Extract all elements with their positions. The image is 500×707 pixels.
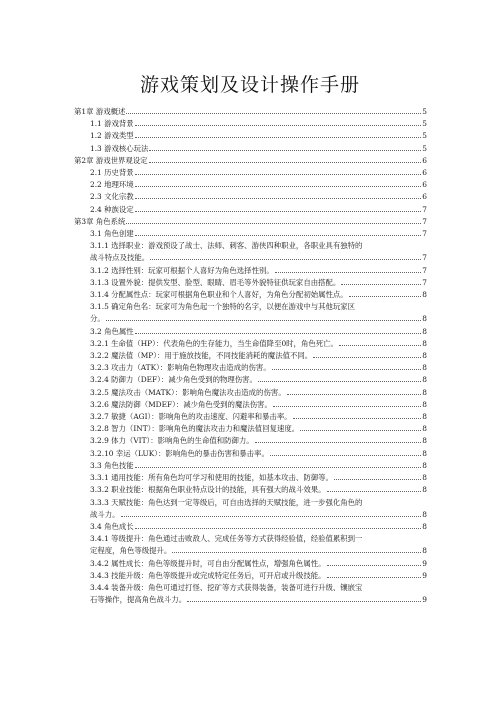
toc-page-number: 5 [422,143,427,153]
toc-page-number: 7 [422,229,427,239]
dot-leader [187,601,421,602]
dot-leader [270,455,421,456]
toc-entry[interactable] [74,350,427,362]
dot-leader [126,223,421,224]
toc-entry[interactable] [74,216,427,228]
toc-entry-text: 1.1 游戏背景 [90,119,134,129]
toc-entry[interactable] [74,118,427,130]
toc-entry-text-first-line: 3.3.3 天赋技能：角色达到一定等级后，可自由选择的天赋技能，进一步强化角色的 [90,497,363,507]
toc-entry[interactable] [74,106,427,118]
toc-page-number: 8 [422,338,427,348]
toc-entry[interactable] [74,472,427,484]
toc-entry[interactable] [74,533,427,557]
dot-leader [135,211,422,212]
dot-leader [135,137,422,138]
toc-entry-text: 2.3 文化宗教 [90,192,134,202]
toc-page-number: 8 [422,412,427,422]
toc-entry[interactable] [74,497,427,521]
toc-entry[interactable] [74,289,427,301]
toc-entry[interactable] [74,130,427,142]
dot-leader [300,430,421,431]
toc-page-number: 8 [422,509,427,519]
toc-page-number: 7 [422,265,427,275]
dot-leader [172,552,421,553]
toc-page-number: 5 [422,119,427,129]
toc-entry-text: 第2章 游戏世界观设定 [74,155,148,165]
dot-leader [273,406,421,407]
toc-entry-text: 3.2.6 魔法防御（MDEF）：减少角色受到的魔法伤害。 [90,399,272,409]
toc-entry-text: 1.3 游戏核心玩法 [90,143,149,153]
toc-entry[interactable] [74,228,427,240]
toc-entry-text: 2.2 地理环境 [90,180,134,190]
toc-entry-text-first-line: 3.1.1 选择职业：游戏预设了战士、法师、刺客、游侠四种职业，各职业具有独特的 [90,241,363,251]
toc-entry-text: 第1章 游戏概述 [74,107,126,116]
dot-leader [255,442,422,443]
dot-leader [135,467,422,468]
toc-entry-text: 定程度，角色等级提升。 [90,546,172,556]
toc-entry-text: 3.1.4 分配属性点：玩家可根据角色职业和个人喜好，为角色分配初始属性点。 [90,290,348,300]
dot-leader [135,125,422,126]
toc-page-number: 8 [422,460,427,470]
toc-page-number: 5 [422,107,427,116]
dot-leader [293,418,422,419]
toc-entry[interactable] [74,582,427,606]
toc-page-number: 9 [422,558,427,568]
table-of-contents [74,106,427,606]
toc-entry-text: 2.1 历史背景 [90,168,134,178]
toc-entry[interactable] [74,191,427,203]
toc-entry-text: 3.1 角色创建 [90,229,134,239]
dot-leader [327,565,422,566]
toc-entry-text: 第3章 角色系统 [74,216,126,226]
toc-entry[interactable] [74,277,427,289]
toc-entry-text: 3.4.2 属性成长：角色等级提升时，可自由分配属性点，增强角色属性。 [90,558,326,568]
toc-entry-text: 3.4.3 技能升级：角色等级提升或完成特定任务后，可开启或升级技能。 [90,570,326,580]
toc-entry[interactable] [74,143,427,155]
toc-entry-text-first-line: 3.4.4 装备升级：角色可通过打怪、挖矿等方式获得装备，装备可进行升级、镶嵌宝 [90,582,363,592]
toc-page-number: 7 [422,204,427,214]
toc-entry[interactable] [74,362,427,374]
toc-entry[interactable] [74,399,427,411]
toc-entry[interactable] [74,301,427,325]
dot-leader [126,113,421,114]
dot-leader [313,357,421,358]
dot-leader [135,198,422,199]
toc-entry-text: 3.2.4 防御力（DEF）：减少角色受到的物理伤害。 [90,375,257,385]
toc-entry-text: 石等操作，提高角色战斗力。 [90,595,187,605]
toc-page-number: 6 [422,180,427,190]
toc-entry-text: 3.2 角色属性 [90,326,134,336]
toc-entry-text: 3.4 角色成长 [90,521,134,531]
toc-page-number: 8 [422,448,427,458]
toc-entry-text: 3.1.2 选择性别：玩家可根据个人喜好为角色选择性别。 [90,265,274,275]
dot-leader [341,284,421,285]
dot-leader [135,528,422,529]
dot-leader [135,186,422,187]
toc-entry-text: 3.2.10 幸运（LUK）：影响角色的暴击伤害和暴击率。 [90,448,269,458]
toc-page-number: 5 [422,131,427,141]
toc-page-number: 6 [422,192,427,202]
dot-leader [334,479,421,480]
toc-page-number: 7 [422,216,427,226]
toc-entry-text: 3.2.9 体力（VIT）：影响角色的生命值和防御力。 [90,436,254,446]
toc-entry-text: 1.2 游戏类型 [90,131,134,141]
toc-entry[interactable] [74,423,427,435]
dot-leader [258,381,421,382]
toc-page-number: 8 [422,485,427,495]
toc-page-number: 7 [422,253,427,263]
toc-entry-text: 战斗特点及技能。 [90,253,150,263]
toc-page-number: 8 [422,436,427,446]
toc-entry-text: 分。 [90,314,105,324]
toc-entry[interactable] [74,179,427,191]
toc-page-number: 9 [422,570,427,580]
toc-entry-text: 3.2.5 魔法攻击（MATK）：影响角色魔法攻击造成的伤害。 [90,387,286,397]
toc-entry[interactable] [74,435,427,447]
toc-page-number: 8 [422,424,427,434]
toc-entry[interactable] [74,167,427,179]
dot-leader [149,150,421,151]
dot-leader [349,296,422,297]
toc-entry[interactable] [74,265,427,277]
toc-entry-text: 3.1.3 设置外貌：提供发型、脸型、眼睛、眉毛等外貌特征供玩家自由搭配。 [90,277,341,287]
toc-entry[interactable] [74,411,427,423]
toc-entry-text: 3.3.2 职业技能：根据角色职业特点设计的技能，具有强大的战斗效果。 [90,485,326,495]
toc-page-number: 8 [422,387,427,397]
toc-page-number: 8 [422,314,427,324]
toc-entry-text-first-line: 3.1.5 确定角色名：玩家可为角色起一个独特的名字，以便在游戏中与其他玩家区 [90,302,356,312]
toc-page-number: 8 [422,363,427,373]
dot-leader [135,174,422,175]
toc-entry[interactable] [74,326,427,338]
toc-page-number: 8 [422,351,427,361]
toc-page-number: 9 [422,595,427,605]
toc-page-number: 6 [422,155,427,165]
toc-entry-text: 3.2.7 敏捷（AGI）：影响角色的攻击速度、闪避率和暴击率。 [90,412,292,422]
toc-entry[interactable] [74,338,427,350]
toc-page-number: 7 [422,277,427,287]
toc-entry-text: 3.3 角色技能 [90,460,134,470]
toc-entry-text: 3.2.1 生命值（HP）：代表角色的生存能力，当生命值降至0时，角色死亡。 [90,338,338,348]
toc-page-number: 8 [422,375,427,385]
toc-page-number: 8 [422,546,427,556]
toc-entry[interactable] [74,521,427,533]
toc-entry[interactable] [74,374,427,386]
toc-entry[interactable] [74,155,427,167]
toc-entry-text: 2.4 种族设定 [90,204,134,214]
dot-leader [339,345,421,346]
toc-entry[interactable] [74,387,427,399]
toc-page-number: 8 [422,473,427,483]
toc-entry[interactable] [74,558,427,570]
dot-leader [121,516,422,517]
toc-entry-text: 3.2.8 智力（INT）：影响角色的魔法攻击力和魔法值回复速度。 [90,424,300,434]
toc-entry[interactable] [74,484,427,496]
dot-leader [327,577,422,578]
dot-leader [149,162,422,163]
dot-leader [135,235,422,236]
toc-page-number: 8 [422,290,427,300]
toc-entry-text: 3.2.3 攻击力（ATK）：影响角色物理攻击造成的伤害。 [90,363,271,373]
dot-leader [275,272,422,273]
toc-page-number: 8 [422,399,427,409]
document-title: 游戏策划及设计操作手册 [139,74,360,96]
toc-entry-text-first-line: 3.4.1 等级提升：角色通过击败敌人、完成任务等方式获得经验值，经验值累积到一 [90,534,363,544]
toc-entry[interactable] [74,240,427,264]
dot-leader [106,320,422,321]
toc-page-number: 6 [422,168,427,178]
dot-leader [135,333,422,334]
dot-leader [272,369,422,370]
toc-entry-text: 战斗力。 [90,509,120,519]
dot-leader [150,259,421,260]
toc-entry[interactable] [74,448,427,460]
toc-entry[interactable] [74,570,427,582]
toc-entry-text: 3.3.1 通用技能：所有角色均可学习和使用的技能，如基本攻击、防御等。 [90,473,333,483]
toc-page-number: 8 [422,326,427,336]
dot-leader [287,394,422,395]
toc-page-number: 8 [422,521,427,531]
dot-leader [327,491,422,492]
toc-entry-text: 3.2.2 魔法值（MP）：用于施放技能，不同技能消耗的魔法值不同。 [90,351,313,361]
toc-entry[interactable] [74,204,427,216]
toc-entry[interactable] [74,460,427,472]
